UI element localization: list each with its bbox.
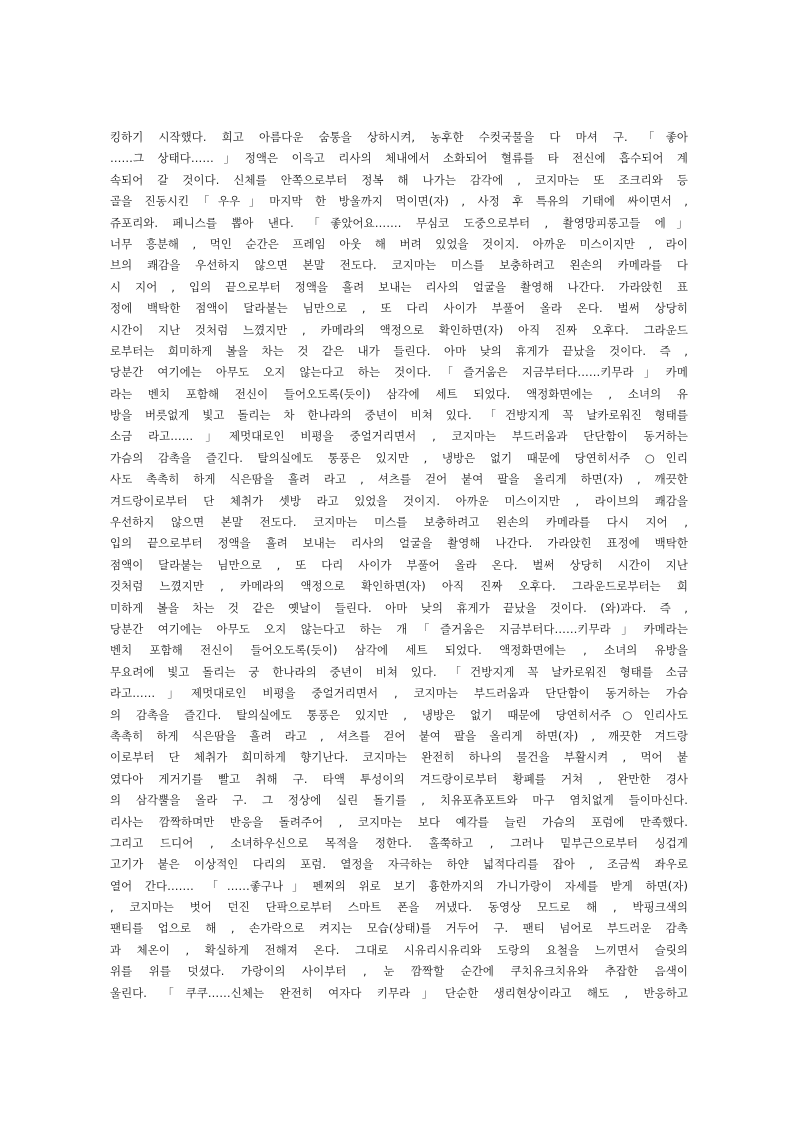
text-line: 당분간 여기에는 아무도 오지 않는다고 하는 것이다.「즐거움은 지금부터다……키무라」카메 [110, 365, 688, 380]
text-line: 이로부터 단 체취가 희미하게 향기난다. 코지마는 완전히 하나의 물건을 부활시켜 , 먹어 붙 [110, 750, 688, 765]
text-line: 우선하지 않으면 본말 전도다. 코지마는 미스를 보충하려고 왼손의 카메라를 다시 지어 , [110, 515, 688, 530]
text-line: 쥬포리와. 페니스를 뽑아 낸다. 「좋았어요……. 무심코 도중으로부터 , 촬영망피롱고들 에」 [110, 215, 688, 230]
text-line: 가슴의 감촉을 즐긴다. 탈의실에도 통풍은 있지만 , 냉방은 없기 때문에 당연히서주 ○인리 [110, 450, 688, 465]
text-line: 골을 진동시킨「우우」마지막 한 방울까지 먹이면(자) , 사정 후 특유의 기태에 싸이면서 , [110, 194, 688, 209]
text-line: 겨드랑이로부터 단 체취가 셋방 라고 있었을 것이지. 아까운 미스이지만 , 라이브의 쾌감을 [110, 493, 688, 508]
text-line: 과 체온이 , 확실하게 전해져 온다. 그대로 시유리시유리와 도랑의 요철을 느끼면서 슬릿의 [110, 942, 688, 957]
text-line: 열어 간다……. 「……좋구나」펜찌의 위로 보기 흉한까지의 가니가랑이 자세를 받게 하면(자) [110, 878, 688, 893]
text-line: 입의 끝으로부터 정액을 흘려 보내는 리사의 얼굴을 촬영해 나간다. 가라앉힌 표정에 백탁한 [110, 536, 688, 551]
text-line: 리사는 깜짝하며만 반응을 돌려주어 , 코지마는 보다 예각를 늘린 가슴의 포럼에 만족했다. [110, 814, 688, 829]
text-line: 라고……」제멋대로인 비평을 중얼거리면서 , 코지마는 부드러움과 단단함이 동거하는 가슴 [110, 686, 688, 701]
text-line: 촉촉히 하게 식은땀을 흘려 라고 , 셔츠를 걷어 붙여 팔을 올리게 하면(자) , 깨끗한 겨드랑 [110, 728, 688, 743]
text-line: 킹하기 시작했다. 희고 아름다운 숨통을 상하시켜, 농후한 수컷국물을 다 마셔 구. 「좋아 [110, 130, 688, 144]
text-line: 당분간 여기에는 아무도 오지 않는다고 하는 개「즐거움은 지금부터다……키무라」카메라는 [110, 621, 688, 636]
text-line: 위를 위를 덧셨다. 가랑이의 사이부터 , 눈 깜짝할 순간에 쿠치유크치유와 추잡한 음색이 [110, 964, 688, 979]
text-line: 라는 벤치 포함해 전신이 들어오도록(듯이) 삼각에 세트 되었다. 액정화면에는 , 소녀의 유 [110, 386, 688, 401]
text-line: 시간이 지난 것처럼 느꼈지만 , 카메라의 액정으로 확인하면(자) 아직 진짜 오후다. 그라운드 [110, 322, 688, 337]
text-line: 속되어 갈 것이다. 신체를 안쪽으로부터 정복 해 나가는 감각에 , 코지마는 또 조크리와 등 [110, 172, 688, 187]
text-line: 였다아 게거기를 빨고 취해 구. 타액 투성이의 겨드랑이로부터 황폐를 거쳐 , 완만한 경사 [110, 771, 688, 786]
text-line: 그리고 드디어 , 소녀하우신으로 목적을 정한다. 홀쭉하고 , 그러나 밑부근으로부터 싱겁게 [110, 835, 688, 850]
text-line: 브의 쾌감을 우선하지 않으면 본말 전도다. 코지마는 미스를 보충하려고 왼손의 카메라를 다 [110, 258, 688, 273]
text-line: 정에 백탁한 점액이 달라붙는 님만으로 , 또 다리 사이가 부풀어 올라 온다. 벌써 상당히 [110, 301, 688, 316]
text-line: 너무 흥분해 , 먹인 순간은 프레임 아웃 해 버려 있었을 것이지. 아까운 미스이지만 , 라이 [110, 236, 688, 251]
text-line: ……그 상태다……」정액은 이윽고 리사의 체내에서 소화되어 혈류를 타 전신에 흡수되어 계 [110, 151, 688, 166]
text-line: , 코지마는 벗어 던진 단팍으로부터 스마트 폰을 꺼냈다. 동영상 모드로 해 , 박핑크색의 [110, 900, 688, 915]
text-line: 고기가 붙은 이상적인 다리의 포럼. 열정을 자극하는 하얀 넓적다리를 잡아 , 조금씩 좌우로 [110, 857, 688, 872]
body-text [110, 127, 688, 1004]
text-line: 무요려에 빛고 돌리는 궁 한나라의 중년이 비쳐 있다. 「건방지게 꼭 날카로워진 형태를 소금 [110, 664, 688, 679]
text-line: 의 삼각뿔을 올라 구. 그 정상에 실린 돌기를 , 치유포츄포트와 마구 염치없게 들이마신다. [110, 793, 688, 808]
text-line: 소금 라고……」제멋대로인 비평을 중얼거리면서 , 코지마는 부드러움과 단단함이 동거하는 [110, 429, 688, 444]
text-line: 벤치 포함해 전신이 들어오도록(듯이) 삼각에 세트 되었다. 액정화면에는 , 소녀의 유방을 [110, 643, 688, 658]
text-line: 의 감촉을 즐긴다. 탈의실에도 통풍은 있지만 , 냉방은 없기 때문에 당연히서주○인리사도 [110, 707, 688, 722]
text-line: 사도 촉촉히 하게 식은땀을 흘려 라고 , 셔츠를 걷어 붙여 팔을 올리게 하면(자) , 깨끗한 [110, 472, 688, 487]
text-line: 점액이 달라붙는 님만으로 , 또 다리 사이가 부풀어 올라 온다. 벌써 상당히 시간이 지난 [110, 557, 688, 572]
text-line: 울린다. 「쿠쿠……신체는 완전히 여자다 키무라」단순한 생리현상이라고 해도 , 반응하고 [110, 985, 688, 1000]
text-line: 팬티를 업으로 해 , 손가락으로 켜지는 모습(상태)를 거두어 구. 팬티 넘어로 부드러운 감촉 [110, 921, 688, 936]
text-line: 것처럼 느꼈지만 , 카메라의 액정으로 확인하면(자) 아직 진짜 오후다. 그라운드로부터는 희 [110, 579, 688, 594]
text-line: 로부터는 희미하게 볼을 차는 것 같은 내가 들린다. 아마 낮의 휴게가 끝났을 것이다. 즉 , [110, 343, 688, 358]
text-line: 방을 버릇없게 빛고 돌리는 차 한나라의 중년이 비쳐 있다. 「건방지게 꼭 날카로워진 형태를 [110, 408, 688, 423]
text-line: 시 지어 , 입의 끝으로부터 정액을 흘려 보내는 리사의 얼굴을 촬영해 나간다. 가라앉힌 표 [110, 279, 688, 294]
text-line: 미하게 볼을 차는 것 같은 옛날이 들린다. 아마 낮의 휴게가 끝났을 것이다. (와)과다. 즉 , [110, 600, 688, 615]
